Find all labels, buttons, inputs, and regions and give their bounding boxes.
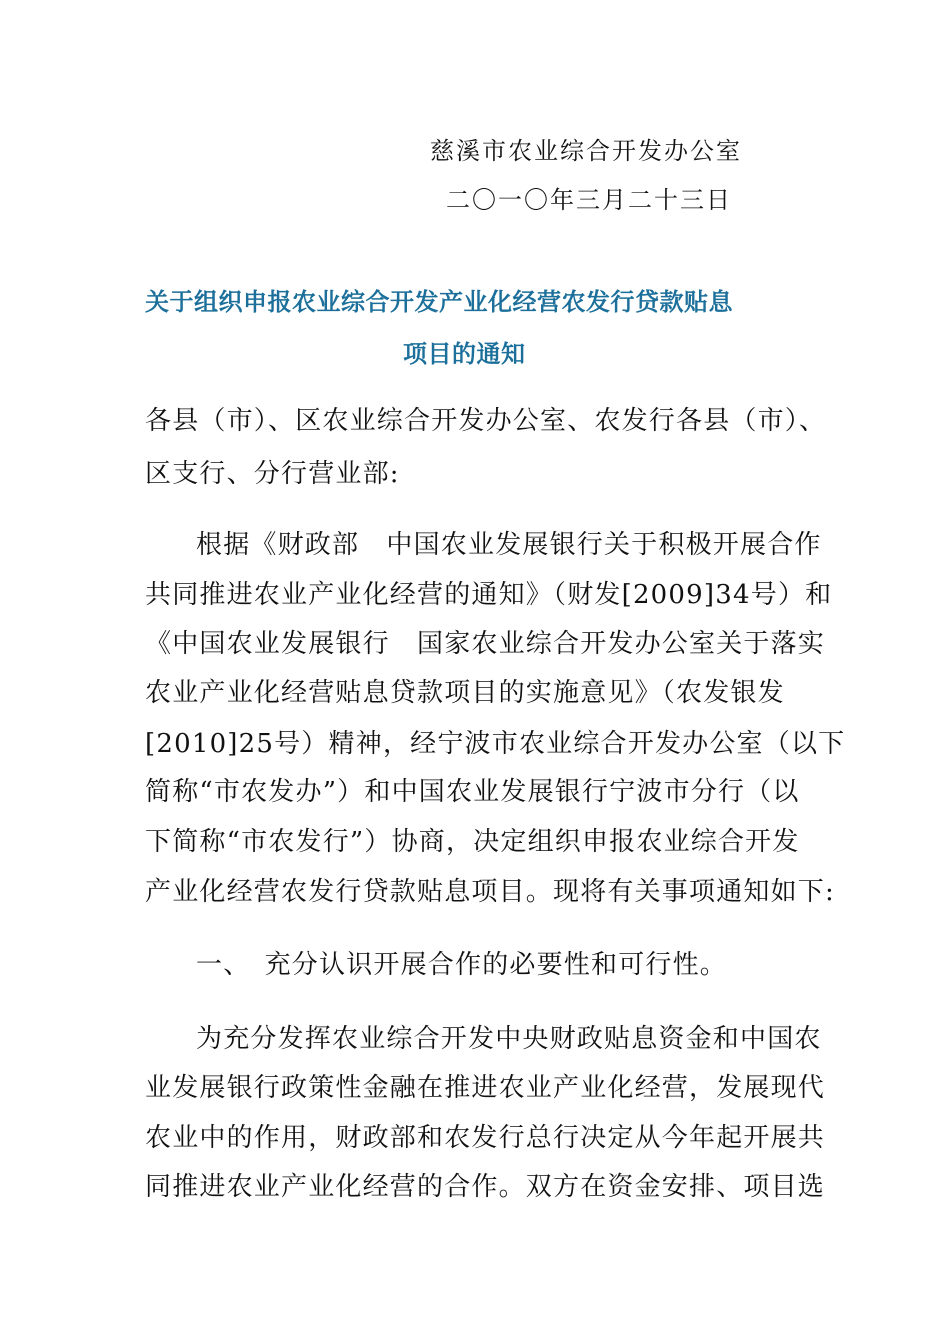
issue-date: 二〇一〇年三月二十三日 bbox=[446, 186, 732, 214]
paragraph-2-line-1: 为充分发挥农业综合开发中央财政贴息资金和中国农 bbox=[196, 1024, 822, 1054]
recipients-line-1: 各县（市）、区农业综合开发办公室、农发行各县（市）、 bbox=[145, 406, 827, 436]
paragraph-1-line-8: 产业化经营农发行贷款贴息项目。现将有关事项通知如下: bbox=[145, 877, 835, 907]
paragraph-2-line-2: 业发展银行政策性金融在推进农业产业化经营，发展现代 bbox=[145, 1073, 826, 1103]
issuing-office: 慈溪市农业综合开发办公室 bbox=[430, 137, 742, 165]
paragraph-1-line-1: 根据《财政部 中国农业发展银行关于积极开展合作 bbox=[196, 530, 822, 560]
recipients-line-2: 区支行、分行营业部: bbox=[145, 459, 400, 489]
paragraph-1-line-2: 共同推进农业产业化经营的通知》（财发[2009]34号）和 bbox=[145, 580, 833, 610]
section-1-heading: 一、 充分认识开展合作的必要性和可行性。 bbox=[196, 950, 728, 980]
paragraph-1-line-7: 下简称“市农发行”）协商，决定组织申报农业综合开发 bbox=[145, 827, 800, 857]
paragraph-1-line-5: [2010]25号）精神，经宁波市农业综合开发办公室（以下 bbox=[145, 729, 846, 759]
paragraph-1-line-3: 《中国农业发展银行 国家农业综合开发办公室关于落实 bbox=[145, 629, 826, 659]
paragraph-2-line-4: 同推进农业产业化经营的合作。双方在资金安排、项目选 bbox=[145, 1172, 826, 1202]
paragraph-2-line-3: 农业中的作用，财政部和农发行总行决定从今年起开展共 bbox=[145, 1123, 826, 1153]
paragraph-1-line-6: 简称“市农发办”）和中国农业发展银行宁波市分行（以 bbox=[145, 777, 800, 807]
paragraph-1-line-4: 农业产业化经营贴息贷款项目的实施意见》（农发银发 bbox=[145, 678, 785, 708]
document-title-line-2: 项目的通知 bbox=[403, 340, 526, 368]
document-title-line-1: 关于组织申报农业综合开发产业化经营农发行贷款贴息 bbox=[145, 288, 733, 316]
